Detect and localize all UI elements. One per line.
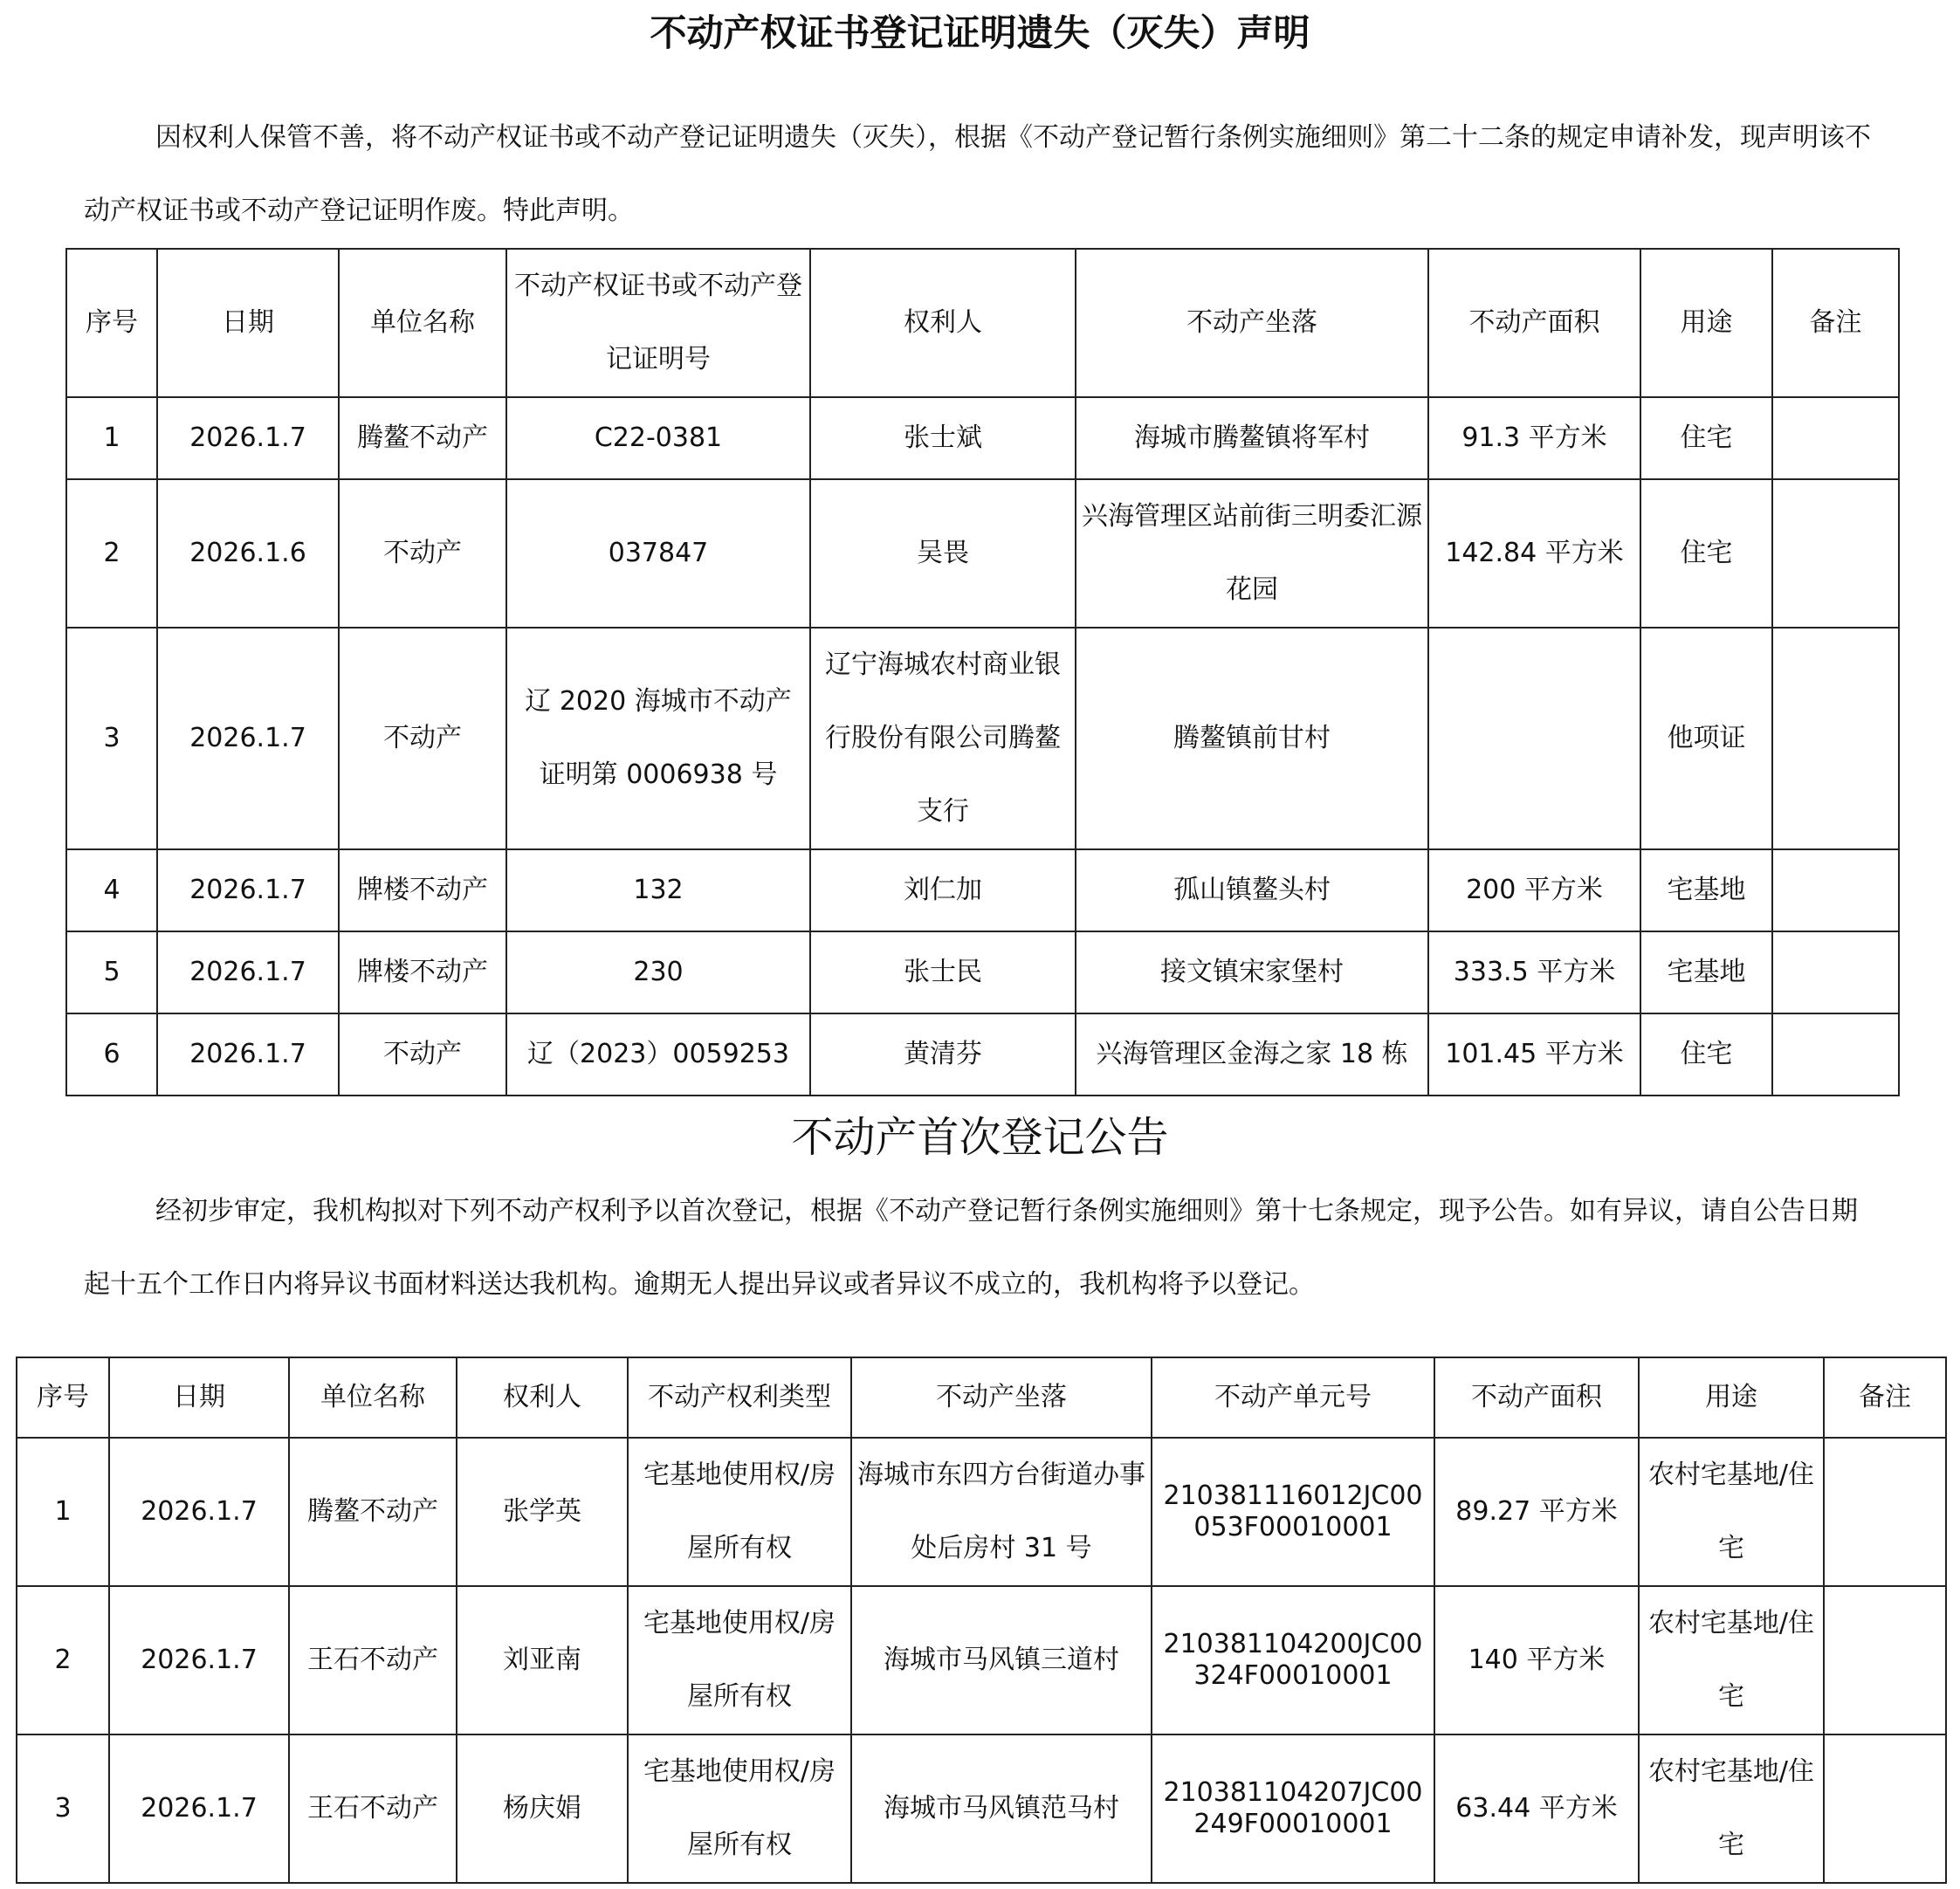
header-cell: 不动产面积 [1434, 1357, 1639, 1438]
table-cell: 3 [66, 628, 157, 849]
table-cell: 宅基地使用权/房屋所有权 [628, 1438, 851, 1586]
table-cell: 海城市东四方台街道办事处后房村 31 号 [851, 1438, 1152, 1586]
table-cell: 132 [506, 849, 810, 931]
table-cell: 230 [506, 931, 810, 1013]
lost-statement-title: 不动产权证书登记证明遗失（灭失）声明 [650, 11, 1310, 54]
table-cell: 宅基地使用权/房屋所有权 [628, 1734, 851, 1883]
header-cell: 不动产权利类型 [628, 1357, 851, 1438]
table-cell [1824, 1586, 1946, 1734]
table-cell: 3 [17, 1734, 109, 1883]
header-cell: 备注 [1772, 249, 1899, 397]
table-cell: 孤山镇鳌头村 [1076, 849, 1428, 931]
table-cell: 142.84 平方米 [1428, 479, 1640, 628]
table-cell: 农村宅基地/住宅 [1639, 1734, 1824, 1883]
table-cell: 2026.1.7 [109, 1438, 289, 1586]
table-cell: 2026.1.7 [157, 628, 339, 849]
table-cell: 张士斌 [810, 397, 1076, 479]
table-cell: 2 [17, 1586, 109, 1734]
table-cell: 不动产 [339, 628, 506, 849]
table-cell: 140 平方米 [1434, 1586, 1639, 1734]
table-row [17, 1586, 1946, 1734]
table-cell: 333.5 平方米 [1428, 931, 1640, 1013]
table-cell: 他项证 [1640, 628, 1772, 849]
table-cell: 2026.1.6 [157, 479, 339, 628]
table-cell: C22-0381 [506, 397, 810, 479]
table-cell: 辽 2020 海城市不动产证明第 0006938 号 [506, 628, 810, 849]
table-cell [1772, 397, 1899, 479]
table-cell: 海城市马风镇范马村 [851, 1734, 1152, 1883]
table-cell [1772, 1013, 1899, 1096]
table-cell [1824, 1438, 1946, 1586]
table-cell: 210381104200JC00324F00010001 [1152, 1586, 1434, 1734]
table-cell: 张士民 [810, 931, 1076, 1013]
table-cell: 不动产 [339, 479, 506, 628]
table-cell: 海城市腾鳌镇将军村 [1076, 397, 1428, 479]
table-cell: 1 [66, 397, 157, 479]
table-cell: 杨庆娟 [457, 1734, 628, 1883]
table-cell: 腾鳌不动产 [339, 397, 506, 479]
table-cell [1772, 931, 1899, 1013]
table-cell: 兴海管理区金海之家 18 栋 [1076, 1013, 1428, 1096]
table-cell: 黄清芬 [810, 1013, 1076, 1096]
table-cell: 腾鳌不动产 [289, 1438, 457, 1586]
table-cell: 王石不动产 [289, 1734, 457, 1883]
table-cell: 宅基地使用权/房屋所有权 [628, 1586, 851, 1734]
header-cell: 不动产面积 [1428, 249, 1640, 397]
table-cell: 4 [66, 849, 157, 931]
table-row [66, 1013, 1899, 1096]
table-row [66, 397, 1899, 479]
table-cell: 住宅 [1640, 1013, 1772, 1096]
table-cell: 农村宅基地/住宅 [1639, 1438, 1824, 1586]
lost-statement-table [65, 248, 1900, 1096]
table-cell: 张学英 [457, 1438, 628, 1586]
lost-statement-paragraph: 因权利人保管不善，将不动产权证书或不动产登记证明遗失（灭失），根据《不动产登记暂行条例实施细则》第二十二条的规定申请补发，现声明该不动产权证书或不动产登记证明作废。特此声明。 [84, 122, 1871, 226]
table-cell: 王石不动产 [289, 1586, 457, 1734]
table-cell: 210381104207JC00249F00010001 [1152, 1734, 1434, 1883]
table-cell: 63.44 平方米 [1434, 1734, 1639, 1883]
table-cell [1772, 479, 1899, 628]
table-row [17, 1734, 1946, 1883]
header-cell: 不动产权证书或不动产登记证明号 [506, 249, 810, 397]
header-cell: 序号 [66, 249, 157, 397]
table-cell: 刘仁加 [810, 849, 1076, 931]
table-header-row [66, 249, 1899, 397]
header-cell: 用途 [1640, 249, 1772, 397]
table-cell: 牌楼不动产 [339, 931, 506, 1013]
table-cell: 101.45 平方米 [1428, 1013, 1640, 1096]
table-cell: 2026.1.7 [157, 397, 339, 479]
table-header-row [17, 1357, 1946, 1438]
header-cell: 不动产坐落 [1076, 249, 1428, 397]
table-cell: 兴海管理区站前街三明委汇源花园 [1076, 479, 1428, 628]
header-cell: 单位名称 [339, 249, 506, 397]
table-cell: 宅基地 [1640, 849, 1772, 931]
table-cell: 2 [66, 479, 157, 628]
table-cell: 2026.1.7 [109, 1734, 289, 1883]
table-cell [1428, 628, 1640, 849]
table-cell: 腾鳌镇前甘村 [1076, 628, 1428, 849]
table-row [66, 479, 1899, 628]
table-cell: 200 平方米 [1428, 849, 1640, 931]
table-cell: 5 [66, 931, 157, 1013]
table-row [66, 849, 1899, 931]
table-cell: 住宅 [1640, 397, 1772, 479]
header-cell: 不动产坐落 [851, 1357, 1152, 1438]
table-cell [1772, 849, 1899, 931]
table-cell: 住宅 [1640, 479, 1772, 628]
table-cell: 牌楼不动产 [339, 849, 506, 931]
header-cell: 序号 [17, 1357, 109, 1438]
first-registration-paragraph: 经初步审定，我机构拟对下列不动产权利予以首次登记，根据《不动产登记暂行条例实施细则》第十七条规定，现予公告。如有异议，请自公告日期起十五个工作日内将异议书面材料送达我机构。逾期无人提出异议或者异议不成立的，我机构将予以登记。 [84, 1196, 1858, 1300]
table-cell: 1 [17, 1438, 109, 1586]
table-cell: 吴畏 [810, 479, 1076, 628]
table-cell: 6 [66, 1013, 157, 1096]
table-cell: 2026.1.7 [157, 849, 339, 931]
header-cell: 用途 [1639, 1357, 1824, 1438]
table-cell: 刘亚南 [457, 1586, 628, 1734]
table-cell: 2026.1.7 [157, 931, 339, 1013]
table-cell [1824, 1734, 1946, 1883]
table-cell [1772, 628, 1899, 849]
table-row [66, 931, 1899, 1013]
header-cell: 不动产单元号 [1152, 1357, 1434, 1438]
table-cell: 037847 [506, 479, 810, 628]
table-cell: 农村宅基地/住宅 [1639, 1586, 1824, 1734]
table-cell: 2026.1.7 [109, 1586, 289, 1734]
first-registration-table [16, 1357, 1947, 1884]
table-row [66, 628, 1899, 849]
header-cell: 备注 [1824, 1357, 1946, 1438]
table-row [17, 1438, 1946, 1586]
header-cell: 权利人 [810, 249, 1076, 397]
table-cell: 海城市马风镇三道村 [851, 1586, 1152, 1734]
header-cell: 权利人 [457, 1357, 628, 1438]
table-cell: 不动产 [339, 1013, 506, 1096]
header-cell: 单位名称 [289, 1357, 457, 1438]
table-cell: 辽（2023）0059253 [506, 1013, 810, 1096]
table-cell: 接文镇宋家堡村 [1076, 931, 1428, 1013]
table-cell: 91.3 平方米 [1428, 397, 1640, 479]
header-cell: 日期 [109, 1357, 289, 1438]
table-cell: 宅基地 [1640, 931, 1772, 1013]
first-registration-title: 不动产首次登记公告 [791, 1113, 1169, 1162]
table-cell: 2026.1.7 [157, 1013, 339, 1096]
table-cell: 210381116012JC00053F00010001 [1152, 1438, 1434, 1586]
table-cell: 89.27 平方米 [1434, 1438, 1639, 1586]
table-cell: 辽宁海城农村商业银行股份有限公司腾鳌支行 [810, 628, 1076, 849]
header-cell: 日期 [157, 249, 339, 397]
